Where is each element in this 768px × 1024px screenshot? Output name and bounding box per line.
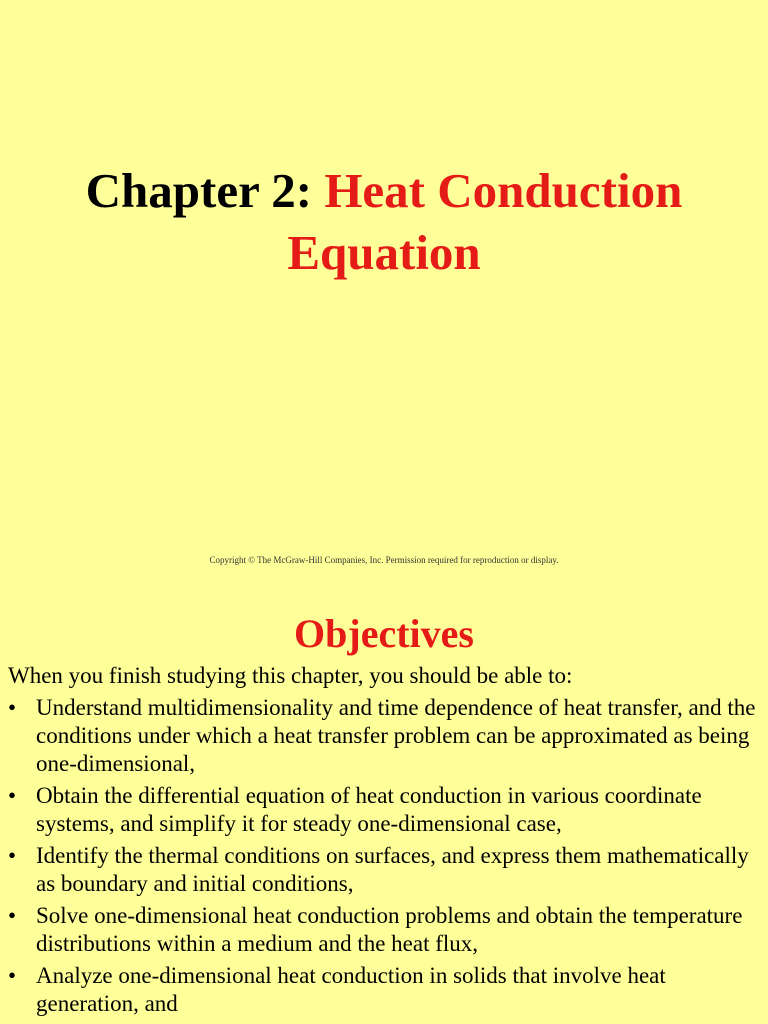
objective-text: Analyze one-dimensional heat conduction in solids that involve heat generation, and (36, 963, 666, 1016)
bullet-icon: • (8, 695, 17, 720)
bullet-icon: • (8, 963, 17, 988)
objective-text: Understand multidimensionality and time dependence of heat transfer, and the conditions under which a heat transfer problem can be approximated as being one-dimensional, (36, 695, 756, 776)
objective-item (0, 902, 768, 958)
objective-text: Identify the thermal conditions on surfaces, and express them mathematically as boundary and initial conditions, (36, 843, 749, 896)
bullet-icon: • (8, 903, 17, 928)
chapter-topic-line2: Equation (287, 225, 481, 280)
objectives-title: Objectives (294, 611, 474, 656)
objectives-list (0, 694, 768, 1022)
bullet-icon: • (8, 783, 17, 808)
chapter-title-line1 (0, 160, 768, 222)
objective-item (0, 694, 768, 778)
objective-text: Obtain the differential equation of heat conduction in various coordinate systems, and simplify it for steady one-dimensional case, (36, 783, 702, 836)
chapter-label: Chapter 2: (85, 163, 325, 218)
bullet-icon: • (8, 843, 17, 868)
objective-item (0, 962, 768, 1018)
objectives-slide (0, 600, 768, 1024)
objective-text: Solve one-dimensional heat conduction problems and obtain the temperature distributions within a medium and the heat flux, (36, 903, 743, 956)
objectives-intro: When you finish studying this chapter, you should be able to: (8, 663, 573, 688)
objective-item (0, 842, 768, 898)
copyright-notice: Copyright © The McGraw-Hill Companies, Inc. Permission required for reproduction or display. (209, 555, 559, 565)
chapter-title (0, 160, 768, 284)
chapter-topic-line1: Heat Conduction (324, 163, 683, 218)
objective-item (0, 782, 768, 838)
